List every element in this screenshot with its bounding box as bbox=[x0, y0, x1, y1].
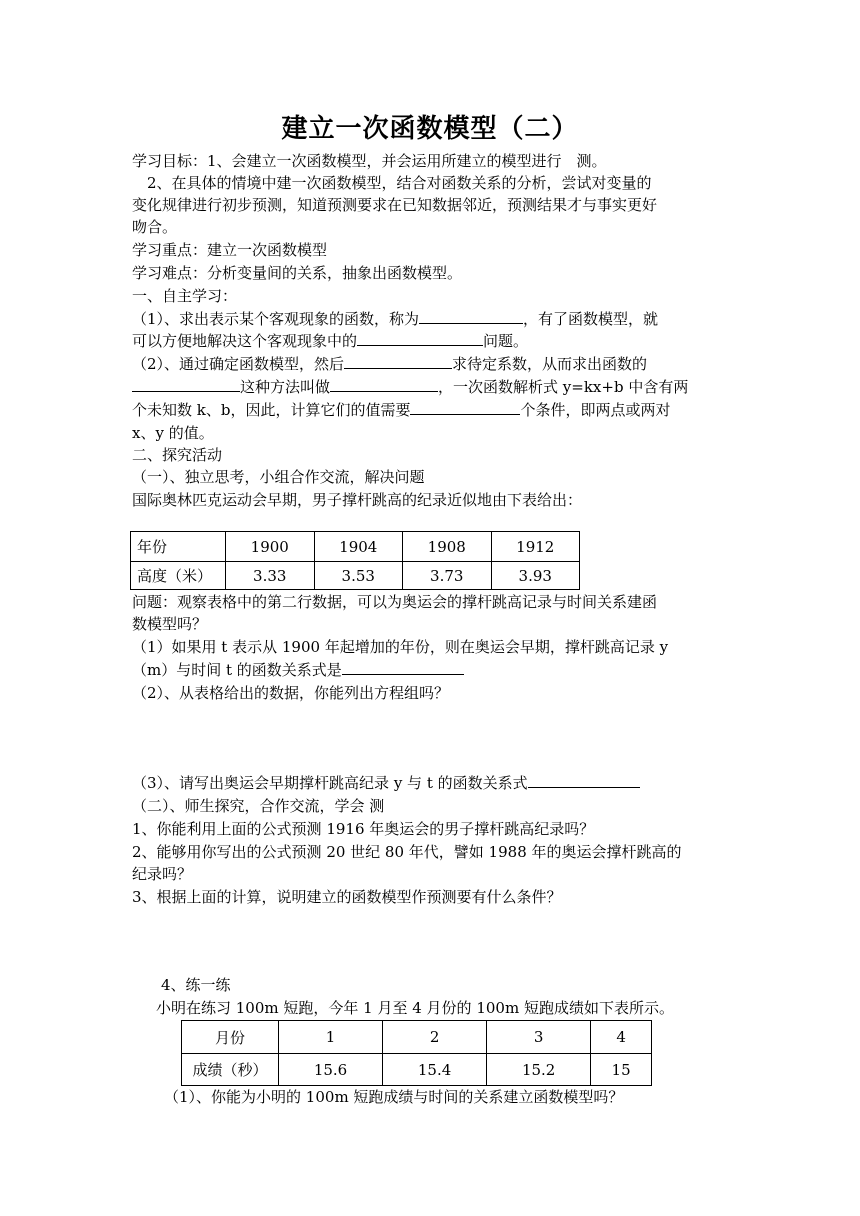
q2-line-3 bbox=[132, 399, 670, 421]
question-line-2: 数模型吗？ bbox=[132, 615, 208, 633]
subsection-1-heading: （一）、独立思考，小组合作交流，解决问题 bbox=[132, 468, 425, 486]
practice-heading: 4、练一练 bbox=[161, 976, 231, 994]
q2-text-f: 个条件，即两点或两对 bbox=[520, 401, 671, 419]
part3-text: （3）、请写出奥运会早期撑杆跳高纪录 y 与 t 的函数关系式 bbox=[132, 774, 528, 792]
table-cell: 1912 bbox=[491, 532, 580, 562]
key-point: 学习重点：建立一次函数模型 bbox=[132, 241, 328, 259]
question-line-1: 问题：观察表格中的第二行数据，可以为奥运会的撑杆跳高记录与时间关系建函 bbox=[132, 593, 658, 611]
table-cell: 15.2 bbox=[487, 1054, 591, 1086]
q2-text-a: （2）、通过确定函数模型，然后 bbox=[132, 355, 345, 373]
fill-blank[interactable] bbox=[528, 772, 640, 788]
fill-blank[interactable] bbox=[330, 376, 438, 392]
difficulty: 学习难点：分析变量间的关系，抽象出函数模型。 bbox=[132, 264, 463, 282]
table-cell: 3.93 bbox=[491, 562, 580, 590]
section-1-heading: 一、自主学习： bbox=[132, 287, 238, 305]
q2-text-e: 个未知数 k、b，因此，计算它们的值需要 bbox=[132, 401, 411, 419]
practice-q1: （1）、你能为小明的 100m 短跑成绩与时间的关系建立函数模型吗？ bbox=[164, 1088, 624, 1106]
section-2-heading: 二、探究活动 bbox=[132, 446, 223, 464]
fill-blank[interactable] bbox=[344, 353, 452, 369]
table-cell: 年份 bbox=[131, 532, 226, 562]
inquiry-2-line-1: 2、能够用你写出的公式预测 20 世纪 80 年代，譬如 1988 年的奥运会撑杆跳高的 bbox=[132, 843, 682, 861]
table-cell: 3.73 bbox=[403, 562, 492, 590]
inquiry-2-line-2: 纪录吗？ bbox=[132, 865, 193, 883]
table-cell: 月份 bbox=[182, 1021, 279, 1054]
sprint-table bbox=[181, 1020, 652, 1086]
table-cell: 3.33 bbox=[226, 562, 315, 590]
table-cell: 1900 bbox=[226, 532, 315, 562]
table-row bbox=[182, 1054, 652, 1086]
q2-line-1 bbox=[132, 353, 647, 375]
q2-line-4: x、y 的值。 bbox=[132, 424, 214, 442]
table-row bbox=[131, 562, 580, 590]
table-cell: 4 bbox=[591, 1021, 652, 1054]
q2-text-d: ，一次函数解析式 y=kx+b 中含有两 bbox=[438, 378, 689, 396]
objectives-line-2: 2、在具体的情境中建一次函数模型，结合对函数关系的分析，尝试对变量的 bbox=[132, 174, 652, 192]
part2: （2）、从表格给出的数据，你能列出方程组吗？ bbox=[132, 684, 450, 702]
part3 bbox=[132, 772, 640, 794]
q1-text-c: 可以方便地解决这个客观现象中的 bbox=[132, 332, 358, 350]
table-cell: 3.53 bbox=[314, 562, 403, 590]
table-cell: 1908 bbox=[403, 532, 492, 562]
subsection-2-heading: （二）、师生探究，合作交流，学会 测 bbox=[132, 797, 385, 815]
practice-intro: 小明在练习 100m 短跑，今年 1 月至 4 月份的 100m 短跑成绩如下表所示。 bbox=[156, 999, 674, 1017]
table-row bbox=[131, 532, 580, 562]
table-cell: 1 bbox=[279, 1021, 383, 1054]
fill-blank[interactable] bbox=[342, 659, 464, 675]
fill-blank[interactable] bbox=[419, 308, 523, 324]
fill-blank[interactable] bbox=[357, 330, 483, 346]
table-cell: 15 bbox=[591, 1054, 652, 1086]
pole-vault-table bbox=[130, 531, 580, 590]
q2-text-c: 这种方法叫做 bbox=[240, 378, 331, 396]
table-cell: 15.6 bbox=[279, 1054, 383, 1086]
table-cell: 高度（米） bbox=[131, 562, 226, 590]
part1-line-1: （1）如果用 t 表示从 1900 年起增加的年份，则在奥运会早期，撑杆跳高记录 y bbox=[132, 638, 669, 656]
objectives-line-1: 学习目标：1、会建立一次函数模型，并会运用所建立的模型进行 测。 bbox=[132, 152, 607, 170]
table-cell: 成绩（秒） bbox=[182, 1054, 279, 1086]
table-cell: 2 bbox=[383, 1021, 487, 1054]
page-title: 建立一次函数模型（二） bbox=[281, 114, 579, 144]
part1-line-2 bbox=[132, 659, 464, 681]
fill-blank[interactable] bbox=[132, 376, 240, 392]
fill-blank[interactable] bbox=[410, 399, 520, 415]
table-intro: 国际奥林匹克运动会早期，男子撑杆跳高的纪录近似地由下表给出： bbox=[132, 491, 583, 509]
objectives-line-3: 变化规律进行初步预测，知道预测要求在已知数据邻近，预测结果才与事实更好 bbox=[132, 196, 658, 214]
objectives-line-4: 吻合。 bbox=[132, 218, 178, 236]
q1-text-b: ，有了函数模型，就 bbox=[523, 310, 659, 328]
q2-line-2 bbox=[132, 376, 688, 398]
table-cell: 15.4 bbox=[383, 1054, 487, 1086]
table-row bbox=[182, 1021, 652, 1054]
q1-text-d: 问题。 bbox=[483, 332, 529, 350]
q1-text-a: （1）、求出表示某个客观现象的函数，称为 bbox=[132, 310, 420, 328]
q1-line-2 bbox=[132, 330, 528, 352]
table-cell: 1904 bbox=[314, 532, 403, 562]
table-cell: 3 bbox=[487, 1021, 591, 1054]
q1-line-1 bbox=[132, 308, 658, 330]
inquiry-3: 3、根据上面的计算，说明建立的函数模型作预测要有什么条件？ bbox=[132, 888, 562, 906]
q2-text-b: 求待定系数，从而求出函数的 bbox=[452, 355, 648, 373]
part1-text: （m）与时间 t 的函数关系式是 bbox=[132, 661, 342, 679]
inquiry-1: 1、你能利用上面的公式预测 1916 年奥运会的男子撑杆跳高纪录吗？ bbox=[132, 820, 595, 838]
